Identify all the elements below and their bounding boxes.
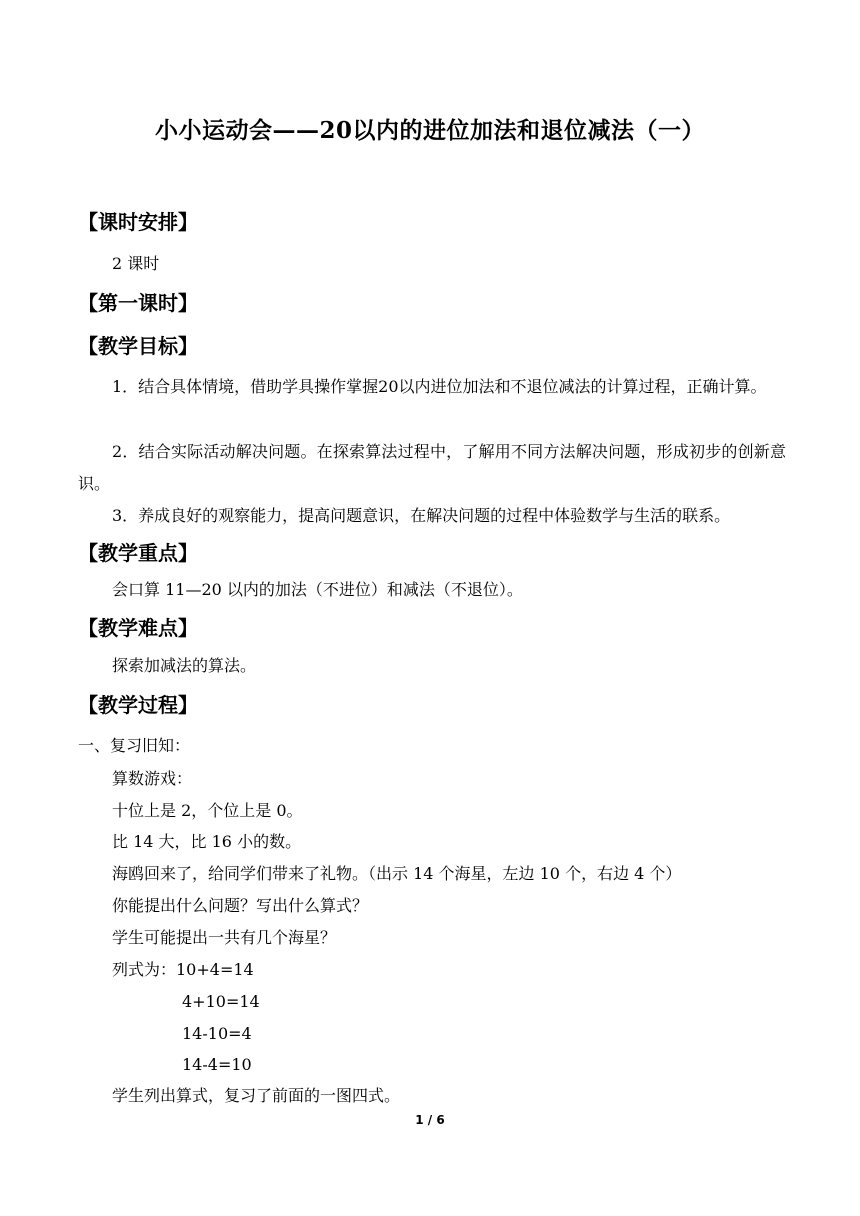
process-line: 列式为：10+4=14 bbox=[112, 960, 254, 979]
heading-goals: 【教学目标】 bbox=[78, 334, 198, 358]
heading-schedule: 【课时安排】 bbox=[78, 210, 198, 234]
heading-difficulties: 【教学难点】 bbox=[78, 616, 198, 640]
process-line: 算数游戏： bbox=[112, 769, 193, 788]
goal-item-1: 1．结合具体情境，借助学具操作掌握20以内进位加法和不退位减法的计算过程，正确计算。 bbox=[112, 377, 767, 396]
goal-item-3: 3．养成良好的观察能力，提高问题意识，在解决问题的过程中体验数学与生活的联系。 bbox=[112, 506, 731, 525]
heading-process: 【教学过程】 bbox=[78, 693, 198, 717]
process-line: 学生可能提出一共有几个海星？ bbox=[112, 928, 337, 947]
equation-line: 4+10=14 bbox=[182, 992, 260, 1011]
process-line: 十位上是 2，个位上是 0。 bbox=[112, 801, 303, 820]
equation-line: 14-10=4 bbox=[182, 1024, 252, 1043]
process-line: 海鸥回来了，给同学们带来了礼物。（出示 14 个海星，左边 10 个，右边 4 个） bbox=[112, 864, 682, 883]
document-title: 小小运动会——20以内的进位加法和退位减法（一） bbox=[154, 117, 705, 144]
process-line: 比 14 大，比 16 小的数。 bbox=[112, 832, 302, 851]
process-part1-title: 一、复习旧知： bbox=[78, 736, 191, 755]
goal-item-2: 2．结合实际活动解决问题。在探索算法过程中，了解用不同方法解决问题，形成初步的创新意识。 bbox=[78, 442, 786, 493]
process-line: 你能提出什么问题？写出什么算式？ bbox=[112, 896, 369, 915]
page-number: 1 / 6 bbox=[415, 1113, 445, 1127]
equation-line: 14-4=10 bbox=[182, 1055, 252, 1074]
process-closing: 学生列出算式，复习了前面的一图四式。 bbox=[112, 1086, 401, 1105]
heading-first-lesson: 【第一课时】 bbox=[78, 291, 198, 315]
heading-key-points: 【教学重点】 bbox=[78, 541, 198, 565]
key-points-text: 会口算 11—20 以内的加法（不进位）和减法（不退位）。 bbox=[112, 580, 523, 599]
schedule-text: 2 课时 bbox=[112, 254, 160, 273]
difficulties-text: 探索加减法的算法。 bbox=[112, 656, 257, 675]
